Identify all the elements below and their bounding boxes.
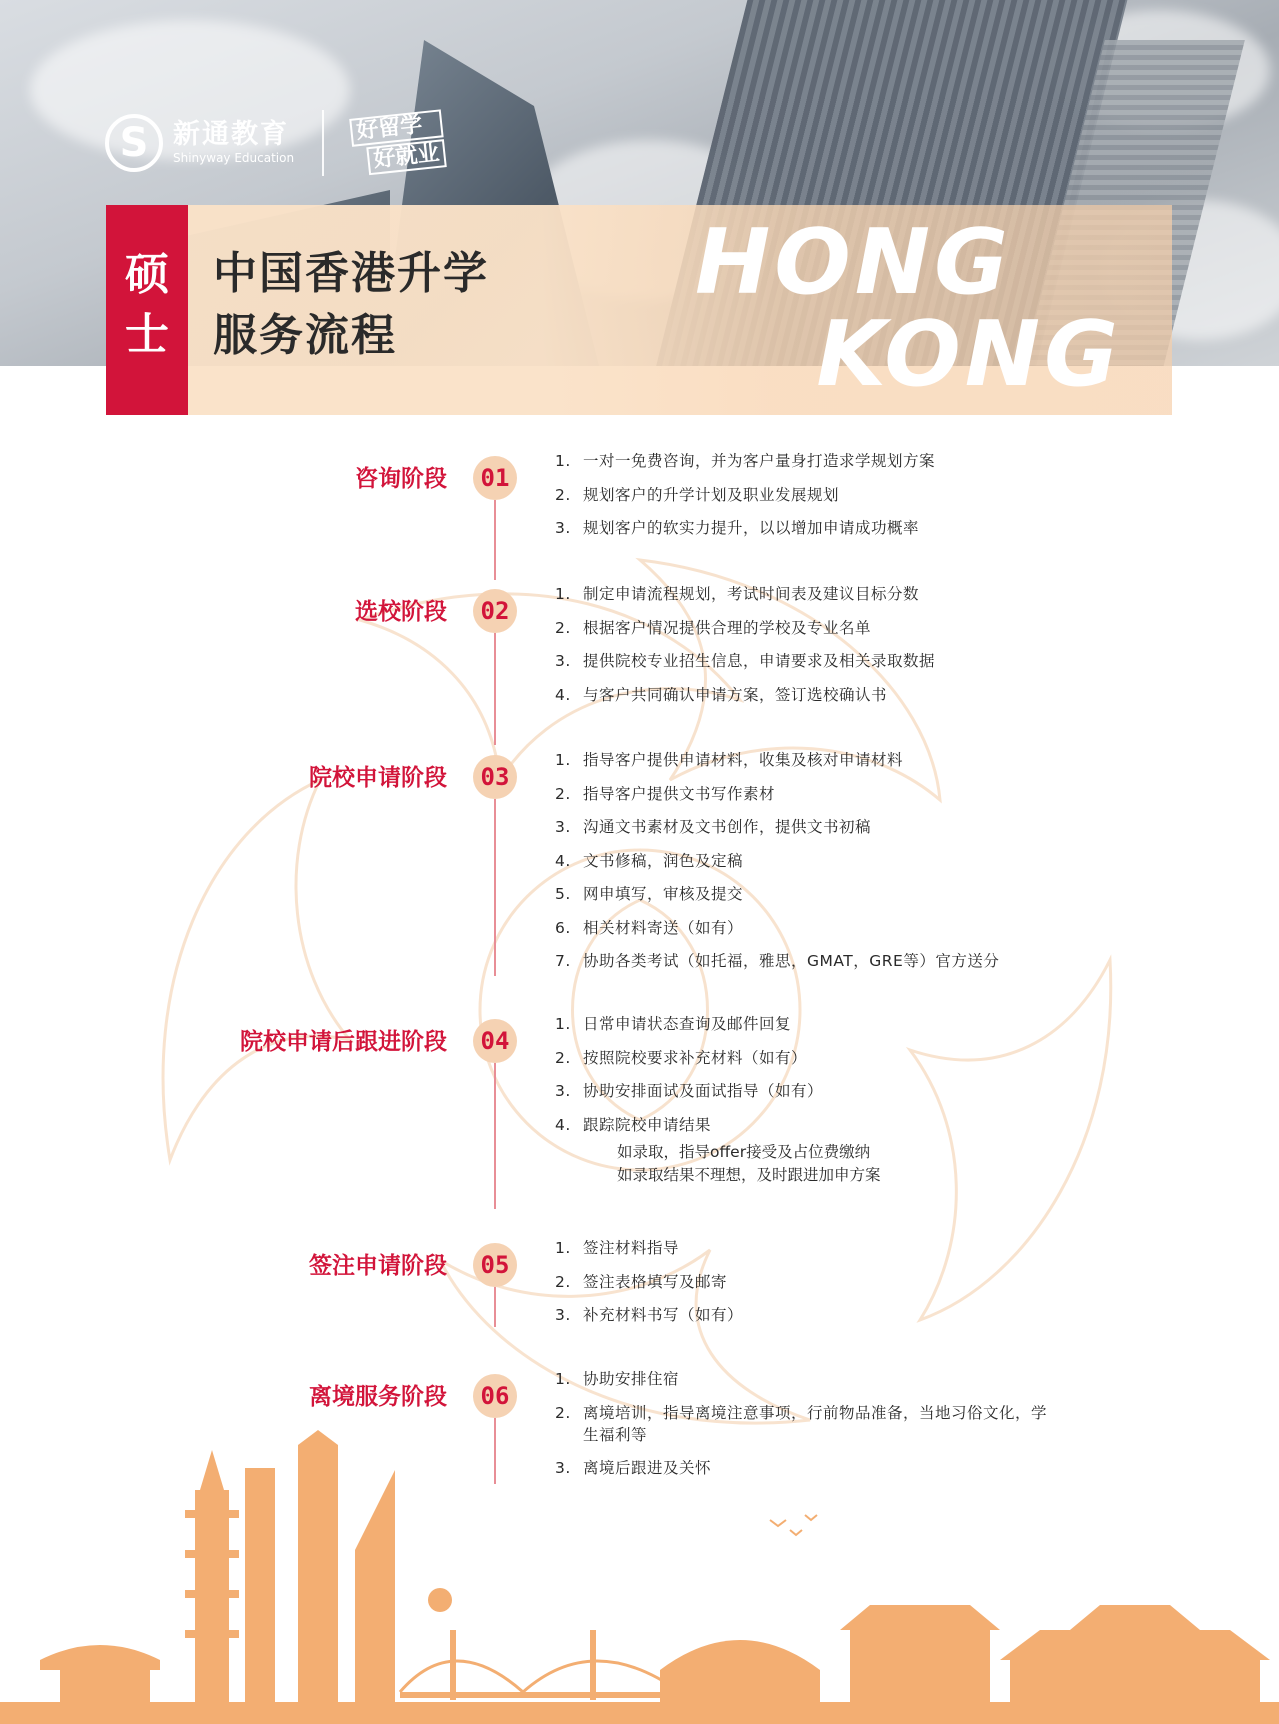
list-item xyxy=(555,816,1115,838)
item-index: 1. xyxy=(555,751,571,769)
item-index: 1. xyxy=(555,1370,571,1388)
item-index: 2. xyxy=(555,1403,571,1422)
stage-items xyxy=(555,583,1075,717)
item-text: 日常申请状态查询及邮件回复 xyxy=(583,1015,792,1033)
list-item xyxy=(555,783,1115,805)
stage-name: 签注申请阶段 xyxy=(309,1253,447,1279)
stage-items xyxy=(555,450,1075,551)
list-item xyxy=(555,1080,1075,1102)
item-text: 一对一免费咨询，并为客户量身打造求学规划方案 xyxy=(583,452,936,470)
item-index: 2. xyxy=(555,1048,571,1067)
stage-number-badge: 06 xyxy=(473,1374,517,1418)
item-index: 4. xyxy=(555,1115,571,1134)
timeline-line xyxy=(494,1287,496,1327)
stage-number-badge: 03 xyxy=(473,755,517,799)
stage-name: 选校阶段 xyxy=(355,599,447,625)
item-text: 相关材料寄送（如有） xyxy=(583,918,744,937)
item-text: 提供院校专业招生信息，申请要求及相关录取数据 xyxy=(583,652,936,670)
list-item xyxy=(555,883,1115,905)
brand-name-en: Shinyway Education xyxy=(173,151,295,165)
item-text: 网申填写，审核及提交 xyxy=(583,885,744,903)
sub-item: 如录取结果不理想，及时跟进加申方案 xyxy=(617,1166,881,1184)
list-item xyxy=(555,517,1075,539)
stage-items xyxy=(555,749,1115,984)
stage-items xyxy=(555,1013,1075,1193)
list-item xyxy=(555,1114,1075,1136)
item-index: 3. xyxy=(555,1459,571,1477)
timeline-line xyxy=(494,799,496,976)
list-item xyxy=(555,1237,1075,1259)
item-index: 2. xyxy=(555,485,571,504)
item-text: 签注材料指导 xyxy=(583,1239,680,1257)
slogan xyxy=(349,107,447,178)
list-item xyxy=(555,1013,1075,1035)
item-text: 协助各类考试（如托福，雅思，GMAT，GRE等）官方送分 xyxy=(583,952,1000,970)
timeline-line xyxy=(494,500,496,580)
item-text: 指导客户提供文书写作素材 xyxy=(583,784,776,803)
list-item xyxy=(555,1271,1075,1293)
stage-name: 离境服务阶段 xyxy=(309,1384,447,1410)
stage-items xyxy=(555,1237,1075,1338)
item-index: 1. xyxy=(555,1239,571,1257)
item-index: 2. xyxy=(555,784,571,803)
list-item xyxy=(555,684,1075,706)
item-text: 协助安排面试及面试指导（如有） xyxy=(583,1082,824,1100)
brand-name-cn: 新通教育 xyxy=(173,119,289,150)
stage-number-badge: 04 xyxy=(473,1019,517,1063)
item-index: 3. xyxy=(555,1306,571,1324)
item-text: 根据客户情况提供合理的学校及专业名单 xyxy=(583,618,872,637)
list-item xyxy=(555,1368,1055,1390)
stage-number-badge: 02 xyxy=(473,589,517,633)
item-index: 5. xyxy=(555,885,571,903)
hong-kong-deco-text xyxy=(694,210,1122,407)
item-text: 指导客户提供申请材料，收集及核对申请材料 xyxy=(583,751,904,769)
brand-logo xyxy=(105,110,444,176)
item-text: 按照院校要求补充材料（如有） xyxy=(583,1048,808,1067)
hong-kong-skyline-icon xyxy=(0,1430,1279,1724)
item-index: 4. xyxy=(555,851,571,870)
stage-name: 院校申请后跟进阶段 xyxy=(240,1029,447,1055)
title-banner xyxy=(106,205,1172,415)
degree-tag xyxy=(106,205,188,415)
deco-line-1: HONG xyxy=(694,210,1012,315)
stage-number-badge: 01 xyxy=(473,456,517,500)
deco-line-2: KONG xyxy=(816,302,1122,407)
item-text: 与客户共同确认申请方案，签订选校确认书 xyxy=(583,685,888,704)
item-index: 3. xyxy=(555,519,571,537)
item-text: 沟通文书素材及文书创作，提供文书初稿 xyxy=(583,818,872,836)
item-index: 2. xyxy=(555,1272,571,1291)
item-index: 1. xyxy=(555,1015,571,1033)
stage-name: 院校申请阶段 xyxy=(309,765,447,791)
title-line-1: 中国香港升学 xyxy=(213,248,489,299)
timeline-line xyxy=(494,1063,496,1209)
item-index: 3. xyxy=(555,1082,571,1100)
sub-item: 如录取，指导offer接受及占位费缴纳 xyxy=(617,1143,871,1161)
page-title xyxy=(213,243,489,367)
item-index: 2. xyxy=(555,618,571,637)
item-index: 4. xyxy=(555,685,571,704)
item-text: 制定申请流程规划，考试时间表及建议目标分数 xyxy=(583,585,920,603)
title-line-2: 服务流程 xyxy=(213,310,397,361)
item-text: 规划客户的升学计划及职业发展规划 xyxy=(583,485,840,504)
item-text: 文书修稿，润色及定稿 xyxy=(583,851,744,870)
list-item xyxy=(555,1304,1075,1326)
item-text: 离境培训，指导离境注意事项，行前物品准备，当地习俗文化，学生福利等 xyxy=(583,1403,1048,1444)
degree-text: 硕士 xyxy=(125,249,169,360)
item-text: 离境后跟进及关怀 xyxy=(583,1459,712,1477)
list-item xyxy=(555,749,1115,771)
list-item xyxy=(555,583,1075,605)
item-text: 协助安排住宿 xyxy=(583,1370,680,1388)
item-index: 1. xyxy=(555,585,571,603)
item-index: 7. xyxy=(555,952,571,970)
list-item xyxy=(555,617,1075,639)
degree-label xyxy=(106,245,188,365)
item-index: 3. xyxy=(555,818,571,836)
shinyway-logo-icon: S xyxy=(105,114,163,172)
slogan-line-1: 好留学 xyxy=(349,109,443,146)
item-index: 1. xyxy=(555,452,571,470)
item-index: 6. xyxy=(555,918,571,937)
stage-number-badge: 05 xyxy=(473,1243,517,1287)
logo-divider xyxy=(322,110,324,176)
banner-body xyxy=(188,205,1172,415)
timeline-line xyxy=(494,633,496,745)
list-item xyxy=(555,650,1075,672)
list-item xyxy=(555,484,1075,506)
item-text: 补充材料书写（如有） xyxy=(583,1306,744,1324)
item-text: 跟踪院校申请结果 xyxy=(583,1115,712,1134)
item-index: 3. xyxy=(555,652,571,670)
slogan-line-2: 好就业 xyxy=(366,139,447,175)
item-text: 签注表格填写及邮寄 xyxy=(583,1272,728,1291)
item-text: 规划客户的软实力提升，以以增加申请成功概率 xyxy=(583,519,920,537)
list-item xyxy=(555,950,1115,972)
list-item xyxy=(555,850,1115,872)
stage-name: 咨询阶段 xyxy=(355,466,447,492)
ground-strip xyxy=(0,1702,1279,1724)
list-item xyxy=(555,450,1075,472)
list-item xyxy=(555,917,1115,939)
list-item xyxy=(555,1047,1075,1069)
